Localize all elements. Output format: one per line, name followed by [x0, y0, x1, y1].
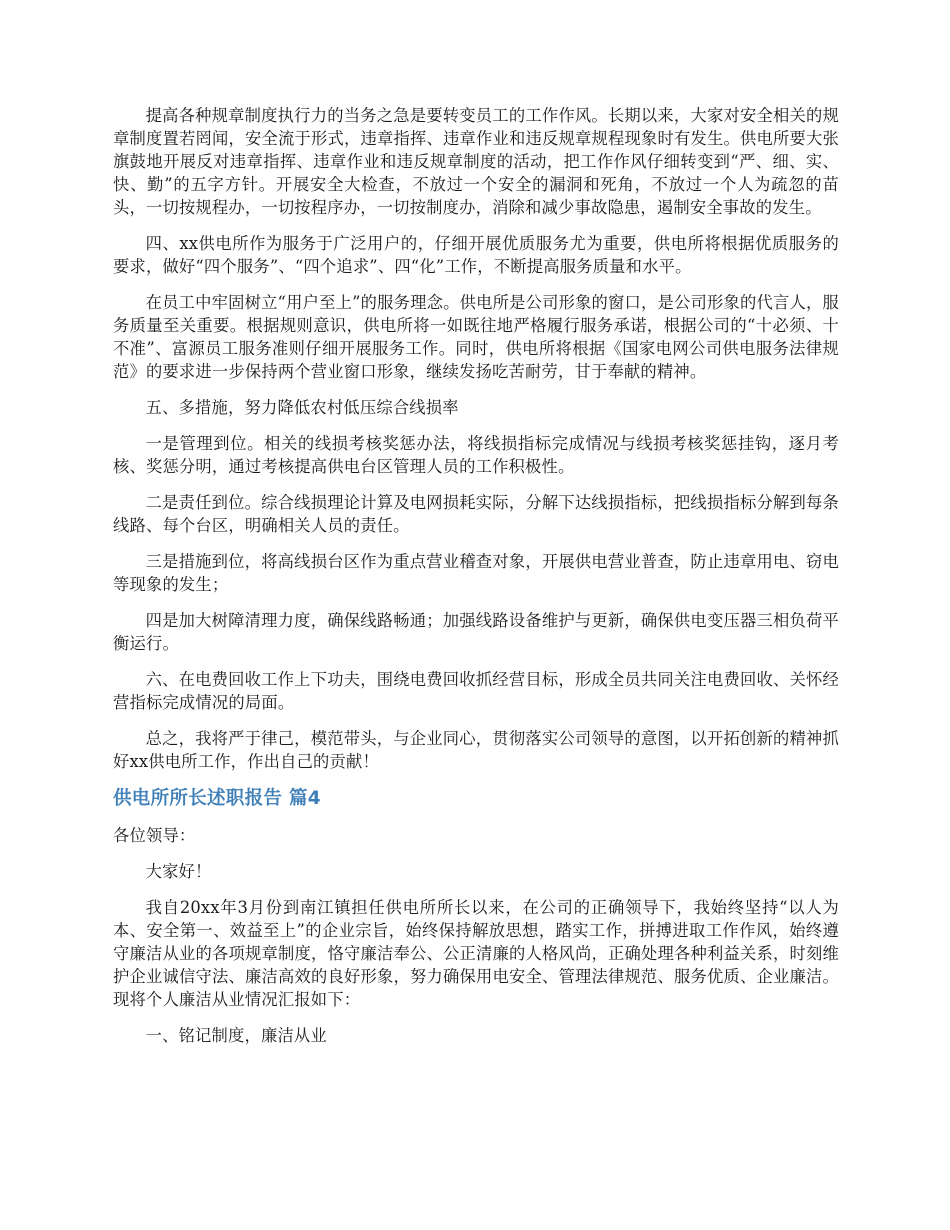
paragraph-conclusion: 总之，我将严于律己，模范带头，与企业同心，贯彻落实公司领导的意图，以开拓创新的精神抓好xx供电所工作，作出自己的贡献！ [113, 729, 839, 771]
document-page [113, 104, 839, 1060]
paragraph-section-five-title: 五、多措施，努力降低农村低压综合线损率 [145, 398, 459, 417]
paragraph-service-concept: 在员工中牢固树立“用户至上”的服务理念。供电所是公司形象的窗口，是公司形象的代言人，服务质量至关重要。根据规则意识，供电所将一如既往地严格履行服务承诺，根据公司的“十必须、十不准”、富源员工服务准则仔细开展服务工作。同时，供电所将根据《国家电网公司供电服务法律规范》的要求进一步保持两个营业窗口形象，继续发扬吃苦耐劳，甘于奉献的精神。 [113, 293, 839, 381]
paragraph-tree-clearing: 四是加大树障清理力度，确保线路畅通；加强线路设备维护与更新，确保供电变压器三相负荷平衡运行。 [113, 611, 839, 653]
paragraph-responsibility: 二是责任到位。综合线损理论计算及电网损耗实际，分解下达线损指标，把线损指标分解到每条线路、每个台区，明确相关人员的责任。 [113, 493, 839, 535]
paragraph-introduction: 我自20xx年3月份到南江镇担任供电所所长以来，在公司的正确领导下，我始终坚持“以人为本、安全第一、效益至上”的企业宗旨，始终保持解放思想，踏实工作，拼搏进取工作作风，始终遵守廉洁从业的各项规章制度，恪守廉洁奉公、公正清廉的人格风尚，正确处理各种利益关系，时刻维护企业诚信守法、廉洁高效的良好形象，努力确保用电安全、管理法律规范、服务优质、企业廉洁。现将个人廉洁从业情况汇报如下： [113, 898, 839, 1009]
paragraph-section-six: 六、在电费回收工作上下功夫，围绕电费回收抓经营目标，形成全员共同关注电费回收、关怀经营指标完成情况的局面。 [113, 670, 839, 712]
paragraph-rules-execution: 提高各种规章制度执行力的当务之急是要转变员工的工作作风。长期以来，大家对安全相关的规章制度置若罔闻，安全流于形式，违章指挥、违章作业和违反规章规程现象时有发生。供电所要大张旗鼓地开展反对违章指挥、违章作业和违反规章制度的活动，把工作作风仔细转变到“严、细、实、快、勤”的五字方针。开展安全大检查，不放过一个安全的漏洞和死角，不放过一个人为疏忽的苗头，一切按规程办，一切按程序办，一切按制度办，消除和减少事故隐患，遏制安全事故的发生。 [113, 106, 839, 217]
section-heading: 供电所所长述职报告 篇4 [113, 788, 321, 809]
paragraph-measures: 三是措施到位，将高线损台区作为重点营业稽查对象，开展供电营业普查，防止违章用电、窃电等现象的发生； [113, 552, 839, 594]
salutation: 各位领导： [113, 826, 196, 845]
paragraph-management: 一是管理到位。相关的线损考核奖惩办法，将线损指标完成情况与线损考核奖惩挂钩，逐月考核、奖惩分明，通过考核提高供电台区管理人员的工作积极性。 [113, 434, 839, 476]
paragraph-greeting: 大家好！ [145, 862, 212, 881]
paragraph-part-one-title: 一、铭记制度，廉洁从业 [145, 1026, 327, 1045]
paragraph-section-four: 四、xx供电所作为服务于广泛用户的，仔细开展优质服务尤为重要，供电所将根据优质服务的要求，做好“四个服务”、“四个追求”、四“化”工作，不断提高服务质量和水平。 [113, 234, 839, 276]
